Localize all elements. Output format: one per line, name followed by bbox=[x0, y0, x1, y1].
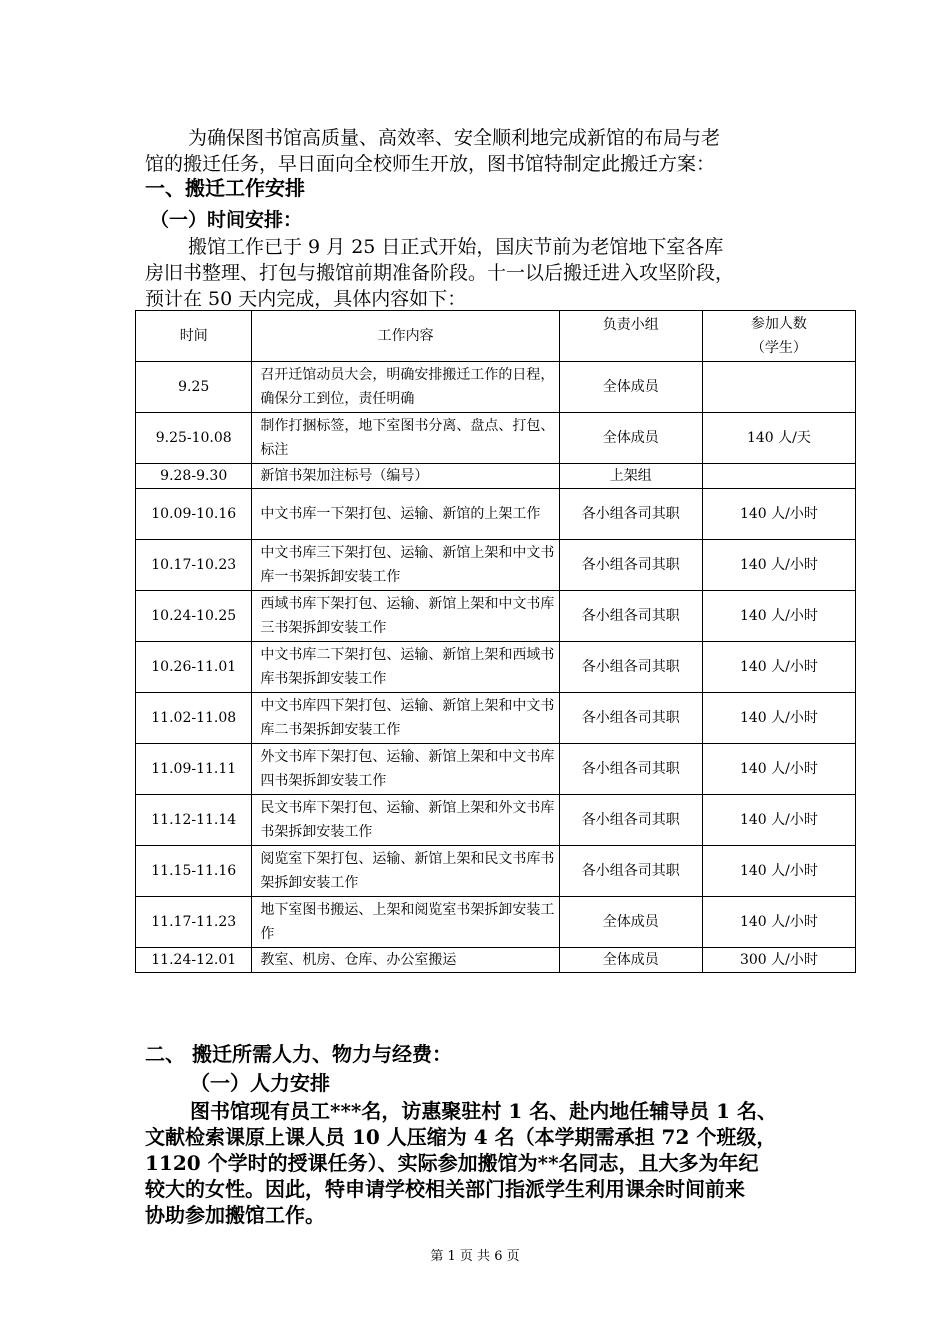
cell-time: 11.12-11.14 bbox=[136, 795, 252, 846]
cell-time: 11.02-11.08 bbox=[136, 693, 252, 744]
table-row bbox=[136, 413, 856, 464]
cell-content: 中文书库三下架打包、运输、新馆上架和中文书库一书架拆卸安装工作 bbox=[252, 540, 559, 591]
cell-group: 各小组各司其职 bbox=[559, 642, 702, 693]
section-1-subheading: （一）时间安排： bbox=[150, 209, 303, 231]
header-people-line-2: （学生） bbox=[750, 340, 807, 356]
table-row bbox=[136, 591, 856, 642]
section-2-line-3: 1120 个学时的授课任务）、实际参加搬馆为**名同志，且大多为年纪 bbox=[145, 1151, 759, 1175]
cell-time: 9.25 bbox=[136, 362, 252, 413]
cell-people bbox=[702, 464, 855, 489]
cell-group: 全体成员 bbox=[559, 897, 702, 948]
cell-time: 10.24-10.25 bbox=[136, 591, 252, 642]
cell-people: 140 人/小时 bbox=[702, 744, 855, 795]
header-group: 负责小组 bbox=[559, 311, 702, 362]
intro-line-1: 为确保图书馆高质量、高效率、安全顺利地完成新馆的布局与老 bbox=[188, 127, 721, 149]
table-row bbox=[136, 464, 856, 489]
table-row bbox=[136, 897, 856, 948]
cell-time: 10.26-11.01 bbox=[136, 642, 252, 693]
cell-time: 11.09-11.11 bbox=[136, 744, 252, 795]
cell-content: 阅览室下架打包、运输、新馆上架和民文书库书架拆卸安装工作 bbox=[252, 846, 559, 897]
cell-group: 各小组各司其职 bbox=[559, 591, 702, 642]
cell-content: 召开迁馆动员大会，明确安排搬迁工作的日程，确保分工到位，责任明确 bbox=[252, 362, 559, 413]
section-1-heading: 一、搬迁工作安排 bbox=[145, 176, 305, 200]
cell-content: 西域书库下架打包、运输、新馆上架和中文书库三书架拆卸安装工作 bbox=[252, 591, 559, 642]
table-row bbox=[136, 744, 856, 795]
cell-group: 全体成员 bbox=[559, 948, 702, 973]
section-2-line-1: 图书馆现有员工***名，访惠聚驻村 1 名、赴内地任辅导员 1 名、 bbox=[190, 1099, 778, 1123]
schedule-table bbox=[135, 310, 856, 973]
header-people-line-1: 参加人数 bbox=[750, 316, 807, 332]
cell-group: 各小组各司其职 bbox=[559, 489, 702, 540]
cell-people: 300 人/小时 bbox=[702, 948, 855, 973]
section-2-subheading: （一）人力安排 bbox=[190, 1071, 330, 1095]
cell-group: 全体成员 bbox=[559, 362, 702, 413]
table-row bbox=[136, 795, 856, 846]
section-1-para-line-1: 搬馆工作已于 9 月 25 日正式开始，国庆节前为老馆地下室各库 bbox=[188, 236, 724, 258]
table-row bbox=[136, 642, 856, 693]
section-1-para-line-2: 房旧书整理、打包与搬馆前期准备阶段。十一以后搬迁进入攻坚阶段， bbox=[145, 262, 735, 284]
table-row bbox=[136, 846, 856, 897]
header-people bbox=[702, 311, 855, 362]
cell-people: 140 人/小时 bbox=[702, 642, 855, 693]
cell-people: 140 人/天 bbox=[702, 413, 855, 464]
table-header-row bbox=[136, 311, 856, 362]
page-footer: 第 1 页 共 6 页 bbox=[430, 1249, 520, 1264]
cell-content: 中文书库一下架打包、运输、新馆的上架工作 bbox=[252, 489, 559, 540]
section-1-para-line-3: 预计在 50 天内完成，具体内容如下： bbox=[145, 288, 467, 310]
table-row bbox=[136, 693, 856, 744]
section-2-line-4: 较大的女性。因此，特申请学校相关部门指派学生利用课余时间前来 bbox=[145, 1177, 745, 1201]
cell-content: 中文书库四下架打包、运输、新馆上架和中文书库二书架拆卸安装工作 bbox=[252, 693, 559, 744]
cell-people: 140 人/小时 bbox=[702, 897, 855, 948]
cell-people: 140 人/小时 bbox=[702, 693, 855, 744]
cell-content: 地下室图书搬运、上架和阅览室书架拆卸安装工作 bbox=[252, 897, 559, 948]
table-row bbox=[136, 540, 856, 591]
section-2-line-2: 文献检索课原上课人员 10 人压缩为 4 名（本学期需承担 72 个班级， bbox=[145, 1125, 777, 1149]
cell-time: 11.24-12.01 bbox=[136, 948, 252, 973]
cell-people: 140 人/小时 bbox=[702, 846, 855, 897]
cell-content: 新馆书架加注标号（编号） bbox=[252, 464, 559, 489]
cell-group: 各小组各司其职 bbox=[559, 540, 702, 591]
section-2-line-5: 协助参加搬馆工作。 bbox=[145, 1203, 325, 1227]
cell-time: 10.09-10.16 bbox=[136, 489, 252, 540]
cell-time: 11.15-11.16 bbox=[136, 846, 252, 897]
cell-group: 上架组 bbox=[559, 464, 702, 489]
cell-people: 140 人/小时 bbox=[702, 540, 855, 591]
table-row bbox=[136, 489, 856, 540]
header-content: 工作内容 bbox=[252, 311, 559, 362]
cell-group: 各小组各司其职 bbox=[559, 795, 702, 846]
cell-time: 9.28-9.30 bbox=[136, 464, 252, 489]
table-row bbox=[136, 948, 856, 973]
cell-people: 140 人/小时 bbox=[702, 489, 855, 540]
cell-group: 各小组各司其职 bbox=[559, 846, 702, 897]
cell-group: 各小组各司其职 bbox=[559, 744, 702, 795]
cell-people: 140 人/小时 bbox=[702, 795, 855, 846]
intro-line-2: 馆的搬迁任务，早日面向全校师生开放，图书馆特制定此搬迁方案： bbox=[145, 153, 716, 175]
header-time: 时间 bbox=[136, 311, 252, 362]
cell-content: 中文书库二下架打包、运输、新馆上架和西域书库书架拆卸安装工作 bbox=[252, 642, 559, 693]
cell-time: 10.17-10.23 bbox=[136, 540, 252, 591]
cell-content: 民文书库下架打包、运输、新馆上架和外文书库书架拆卸安装工作 bbox=[252, 795, 559, 846]
cell-content: 教室、机房、仓库、办公室搬运 bbox=[252, 948, 559, 973]
section-2-heading: 二、 搬迁所需人力、物力与经费： bbox=[145, 1042, 452, 1066]
cell-group: 各小组各司其职 bbox=[559, 693, 702, 744]
cell-people: 140 人/小时 bbox=[702, 591, 855, 642]
table-row bbox=[136, 362, 856, 413]
cell-people bbox=[702, 362, 855, 413]
cell-group: 全体成员 bbox=[559, 413, 702, 464]
cell-content: 外文书库下架打包、运输、新馆上架和中文书库四书架拆卸安装工作 bbox=[252, 744, 559, 795]
cell-content: 制作打捆标签，地下室图书分离、盘点、打包、标注 bbox=[252, 413, 559, 464]
cell-time: 11.17-11.23 bbox=[136, 897, 252, 948]
cell-time: 9.25-10.08 bbox=[136, 413, 252, 464]
